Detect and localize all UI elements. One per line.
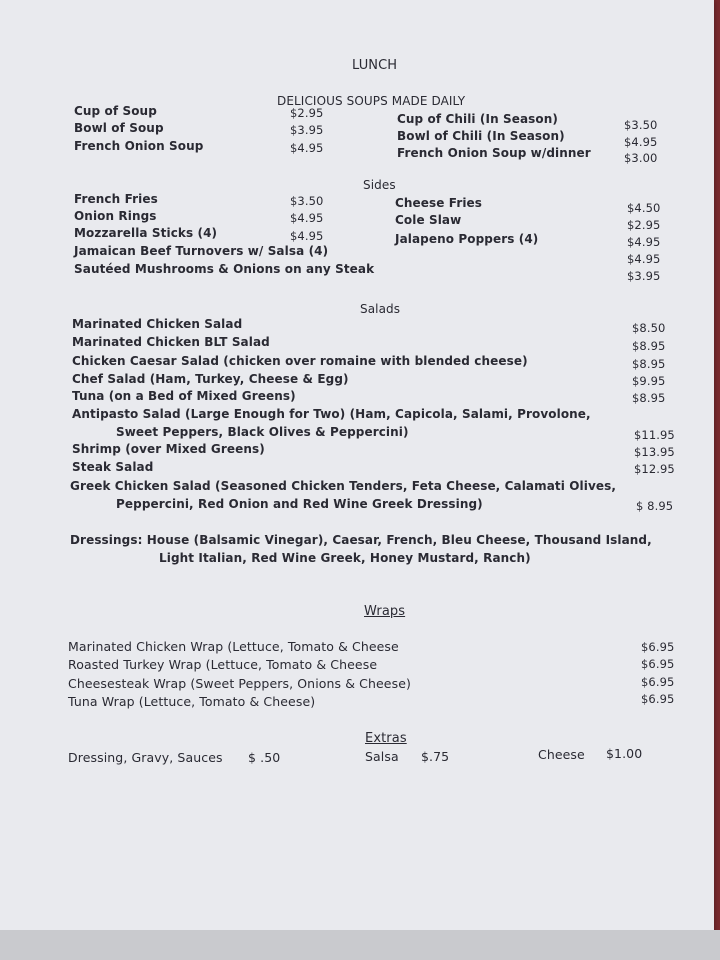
salad-price: $8.95	[632, 339, 666, 353]
salad-price: $8.95	[632, 391, 666, 405]
soup-price: $2.95	[290, 106, 324, 120]
salad-item: Greek Chicken Salad (Seasoned Chicken Tenders, Feta Cheese, Calamati Olives,	[70, 479, 617, 493]
salad-item: Marinated Chicken BLT Salad	[72, 335, 270, 349]
soup-item: Bowl of Chili (In Season)	[397, 129, 565, 143]
extras-cheese-label: Cheese	[538, 747, 585, 762]
wrap-price: $6.95	[641, 657, 675, 671]
salads-heading: Salads	[360, 302, 401, 316]
salad-item-continued: Peppercini, Red Onion and Red Wine Greek Dressing)	[116, 497, 483, 511]
salad-price: $ 8.95	[636, 499, 674, 513]
salad-item: Chicken Caesar Salad (chicken over romaine with blended cheese)	[72, 354, 528, 368]
soups-heading: DELICIOUS SOUPS MADE DAILY	[277, 94, 466, 108]
salad-price: $12.95	[634, 462, 675, 476]
wraps-heading: Wraps	[364, 604, 406, 619]
salad-item: Steak Salad	[72, 460, 154, 474]
soup-price: $3.50	[624, 118, 658, 132]
side-item: Jalapeno Poppers (4)	[395, 232, 539, 246]
wrap-price: $6.95	[641, 692, 675, 706]
salad-price: $8.95	[632, 357, 666, 371]
side-price: $4.50	[627, 201, 661, 215]
dressings-line: Light Italian, Red Wine Greek, Honey Mustard, Ranch)	[159, 551, 531, 565]
soup-item: Cup of Chili (In Season)	[397, 112, 558, 126]
soup-item: French Onion Soup	[74, 139, 204, 153]
side-price: $4.95	[290, 229, 324, 243]
salad-item: Shrimp (over Mixed Greens)	[72, 442, 265, 456]
side-price: $4.95	[627, 235, 661, 249]
wrap-price: $6.95	[641, 640, 675, 654]
side-item: Mozzarella Sticks (4)	[74, 226, 218, 240]
salad-price: $8.50	[632, 321, 666, 335]
extras-salsa-label: Salsa	[365, 749, 399, 764]
soup-item: Cup of Soup	[74, 104, 157, 118]
side-item: Jamaican Beef Turnovers w/ Salsa (4)	[74, 244, 329, 258]
side-price: $4.95	[290, 211, 324, 225]
salad-item: Antipasto Salad (Large Enough for Two) (Ham, Capicola, Salami, Provolone,	[72, 407, 591, 421]
extras-dressing-price: $ .50	[248, 750, 281, 765]
salad-item: Marinated Chicken Salad	[72, 317, 243, 331]
extras-heading: Extras	[365, 731, 407, 746]
soup-price: $3.00	[624, 151, 658, 165]
soup-price: $3.95	[290, 123, 324, 137]
extras-cheese-price: $1.00	[606, 746, 643, 761]
salad-item: Chef Salad (Ham, Turkey, Cheese & Egg)	[72, 372, 349, 386]
side-price: $3.95	[627, 269, 661, 283]
side-item: Cole Slaw	[395, 213, 462, 227]
salad-price: $11.95	[634, 428, 675, 442]
side-item: French Fries	[74, 192, 158, 206]
salad-item-continued: Sweet Peppers, Black Olives & Peppercini)	[116, 425, 409, 439]
salad-price: $13.95	[634, 445, 675, 459]
soup-price: $4.95	[290, 141, 324, 155]
salad-item: Tuna (on a Bed of Mixed Greens)	[72, 389, 296, 403]
dressings-line: Dressings: House (Balsamic Vinegar), Caesar, French, Bleu Cheese, Thousand Island,	[70, 533, 652, 547]
page-title: LUNCH	[352, 58, 398, 73]
wrap-price: $6.95	[641, 675, 675, 689]
wrap-item: Roasted Turkey Wrap (Lettuce, Tomato & Cheese	[68, 657, 378, 672]
wrap-item: Cheesesteak Wrap (Sweet Peppers, Onions & Cheese)	[68, 676, 411, 691]
salad-price: $9.95	[632, 374, 666, 388]
extras-salsa-price: $.75	[421, 749, 450, 764]
side-price: $2.95	[627, 218, 661, 232]
soup-item: French Onion Soup w/dinner	[397, 146, 591, 160]
side-price: $4.95	[627, 252, 661, 266]
soup-item: Bowl of Soup	[74, 121, 164, 135]
extras-dressing-label: Dressing, Gravy, Sauces	[68, 750, 223, 765]
side-item: Cheese Fries	[395, 196, 483, 210]
side-item: Sautéed Mushrooms & Onions on any Steak	[74, 262, 375, 276]
sides-heading: Sides	[363, 178, 396, 192]
wrap-item: Tuna Wrap (Lettuce, Tomato & Cheese)	[68, 694, 316, 709]
side-price: $3.50	[290, 194, 324, 208]
page-edge	[0, 930, 720, 960]
side-item: Onion Rings	[74, 209, 157, 223]
wrap-item: Marinated Chicken Wrap (Lettuce, Tomato & Cheese	[68, 639, 399, 654]
soup-price: $4.95	[624, 135, 658, 149]
